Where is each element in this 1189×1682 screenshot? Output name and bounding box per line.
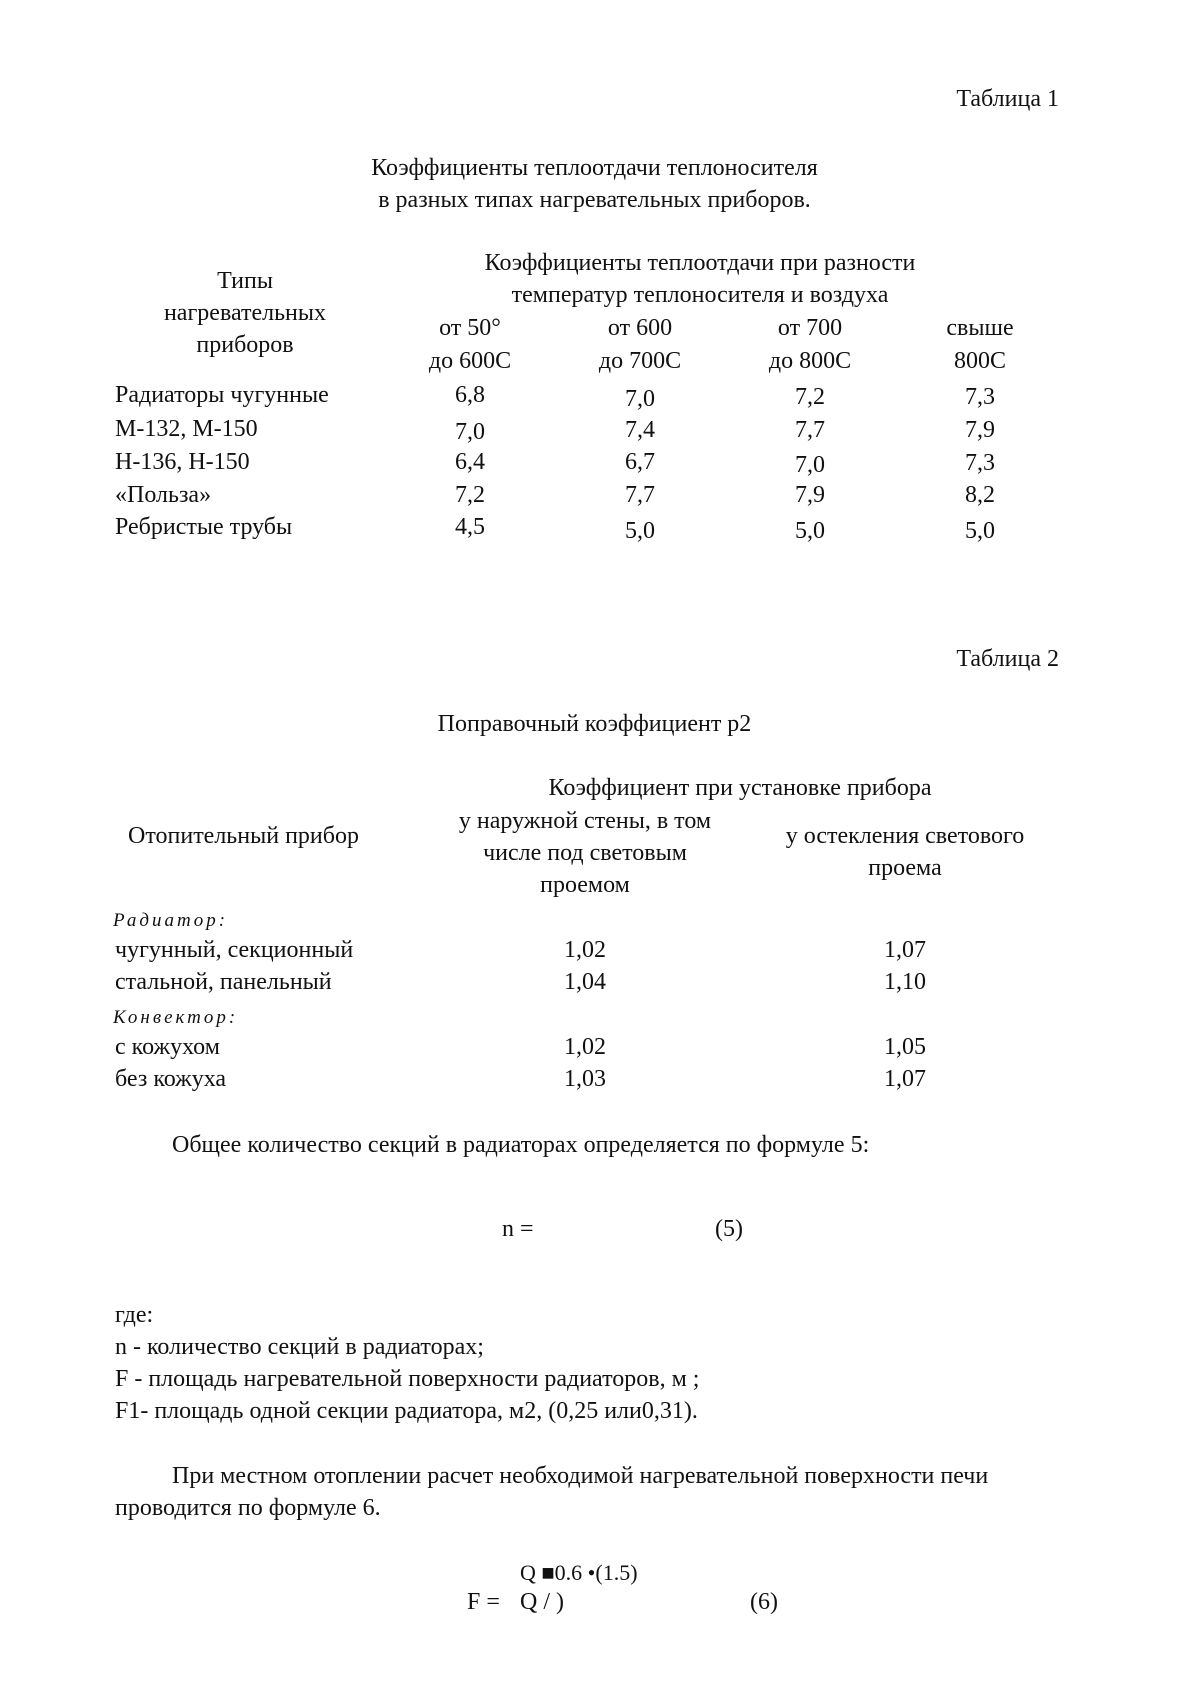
table1-subheader-3b: до 800С [768, 348, 852, 374]
table2-title: Поправочный коэффициент р2 [437, 711, 752, 737]
table1-row-label: М-132, М-150 [115, 416, 258, 442]
table1-cell: 4,5 [455, 514, 485, 540]
table2-subheader1-line3: проемом [540, 872, 630, 898]
table1-cell: 5,0 [965, 518, 995, 544]
table1-cell: 7,2 [795, 384, 825, 410]
table2-group1-label: Радиатор: [113, 910, 229, 931]
table1-cell: 7,3 [965, 384, 995, 410]
table1-cell: 7,7 [625, 482, 655, 508]
definition-n: n - количество секций в радиаторах; [115, 1334, 484, 1360]
table1-cell: 7,7 [795, 417, 825, 443]
table1-subheader-4b: 800С [953, 348, 1006, 374]
table2-cell: 1,04 [564, 969, 606, 995]
table2-subheader2-line1: у остекления светового [785, 823, 1025, 849]
table1-cell: 7,0 [625, 386, 655, 412]
table1-row-label: Н-136, Н-150 [115, 449, 250, 475]
table1-type-header-2: нагревательных [163, 300, 327, 326]
table1-row-label: Радиаторы чугунные [115, 382, 329, 408]
where-label: где: [115, 1302, 154, 1328]
table1-group-header-1: Коэффициенты теплоотдачи при разности [484, 250, 916, 276]
table2-row-label: с кожухом [115, 1034, 220, 1060]
definition-f: F - площадь нагревательной поверхности радиаторов, м ; [115, 1366, 700, 1392]
table2-cell: 1,02 [564, 1034, 606, 1060]
table1-type-header-1: Типы [217, 268, 273, 294]
table2-subheader1-line1: у наружной стены, в том [458, 808, 712, 834]
table1-title-line1: Коэффициенты теплоотдачи теплоносителя [371, 155, 818, 181]
table2-cell: 1,03 [564, 1066, 606, 1092]
table1-cell: 7,3 [965, 450, 995, 476]
para6-line2: проводится по формуле 6. [115, 1495, 381, 1521]
table2-row-label: без кожуха [115, 1066, 227, 1092]
table1-cell: 7,0 [795, 452, 825, 478]
table1-type-header-3: приборов [196, 332, 294, 358]
table2-col1-header: Отопительный прибор [128, 823, 359, 849]
table1-cell: 6,4 [455, 449, 485, 475]
formula6-numerator: Q ■0.6 •(1.5) [520, 1560, 638, 1585]
table1-subheader-1b: до 600С [428, 348, 512, 374]
table2-row-label: чугунный, секционный [115, 937, 354, 963]
para6-line1: При местном отоплении расчет необходимой нагревательной поверхности печи [172, 1463, 989, 1489]
table2-cell: 1,10 [884, 969, 926, 995]
table2-caption: Таблица 2 [956, 646, 1059, 672]
table1-row-label: «Польза» [115, 482, 212, 508]
table1-cell: 7,0 [455, 419, 485, 445]
table1-row-label: Ребристые трубы [115, 514, 293, 540]
table1-cell: 5,0 [625, 518, 655, 544]
table1-subheader-2a: от 600 [607, 315, 673, 341]
table2-subheader1-line2: числе под световым [483, 840, 687, 866]
formula6-lhs: F = [467, 1589, 500, 1615]
table1-cell: 7,9 [965, 417, 995, 443]
table1-cell: 8,2 [965, 482, 995, 508]
table1-subheader-3a: от 700 [777, 315, 843, 341]
table1-subheader-2b: до 700С [598, 348, 682, 374]
table1-cell: 7,2 [455, 482, 485, 508]
formula6-denominator: Q / ) [520, 1589, 564, 1615]
table1-group-header-2: температур теплоносителя и воздуха [511, 282, 889, 308]
table2-cell: 1,05 [884, 1034, 926, 1060]
table2-group2-label: Конвектор: [113, 1007, 239, 1028]
table1-cell: 6,7 [625, 449, 655, 475]
definition-f1: F1- площадь одной секции радиатора, м2, (0,25 или0,31). [115, 1398, 698, 1424]
table1-cell: 5,0 [795, 518, 825, 544]
table1-title-line2: в разных типах нагревательных приборов. [378, 187, 811, 213]
table1-subheader-4a: свыше [946, 315, 1014, 341]
table1-cell: 6,8 [455, 382, 485, 408]
formula5-number: (5) [715, 1216, 743, 1242]
table2-cell: 1,02 [564, 937, 606, 963]
table1-cell: 7,9 [795, 482, 825, 508]
formula5-intro: Общее количество секций в радиаторах определяется по формуле 5: [172, 1132, 870, 1158]
formula5-lhs: n = [502, 1216, 534, 1242]
table2-group-header: Коэффициент при установке прибора [548, 775, 932, 801]
table2-cell: 1,07 [884, 937, 926, 963]
table2-subheader2-line2: проема [868, 855, 942, 881]
table1-cell: 7,4 [625, 417, 655, 443]
table2-cell: 1,07 [884, 1066, 926, 1092]
table2-row-label: стальной, панельный [115, 969, 332, 995]
formula6-number: (6) [750, 1589, 778, 1615]
table1-subheader-1a: от 50° [439, 315, 501, 341]
table1-caption: Таблица 1 [956, 86, 1059, 112]
